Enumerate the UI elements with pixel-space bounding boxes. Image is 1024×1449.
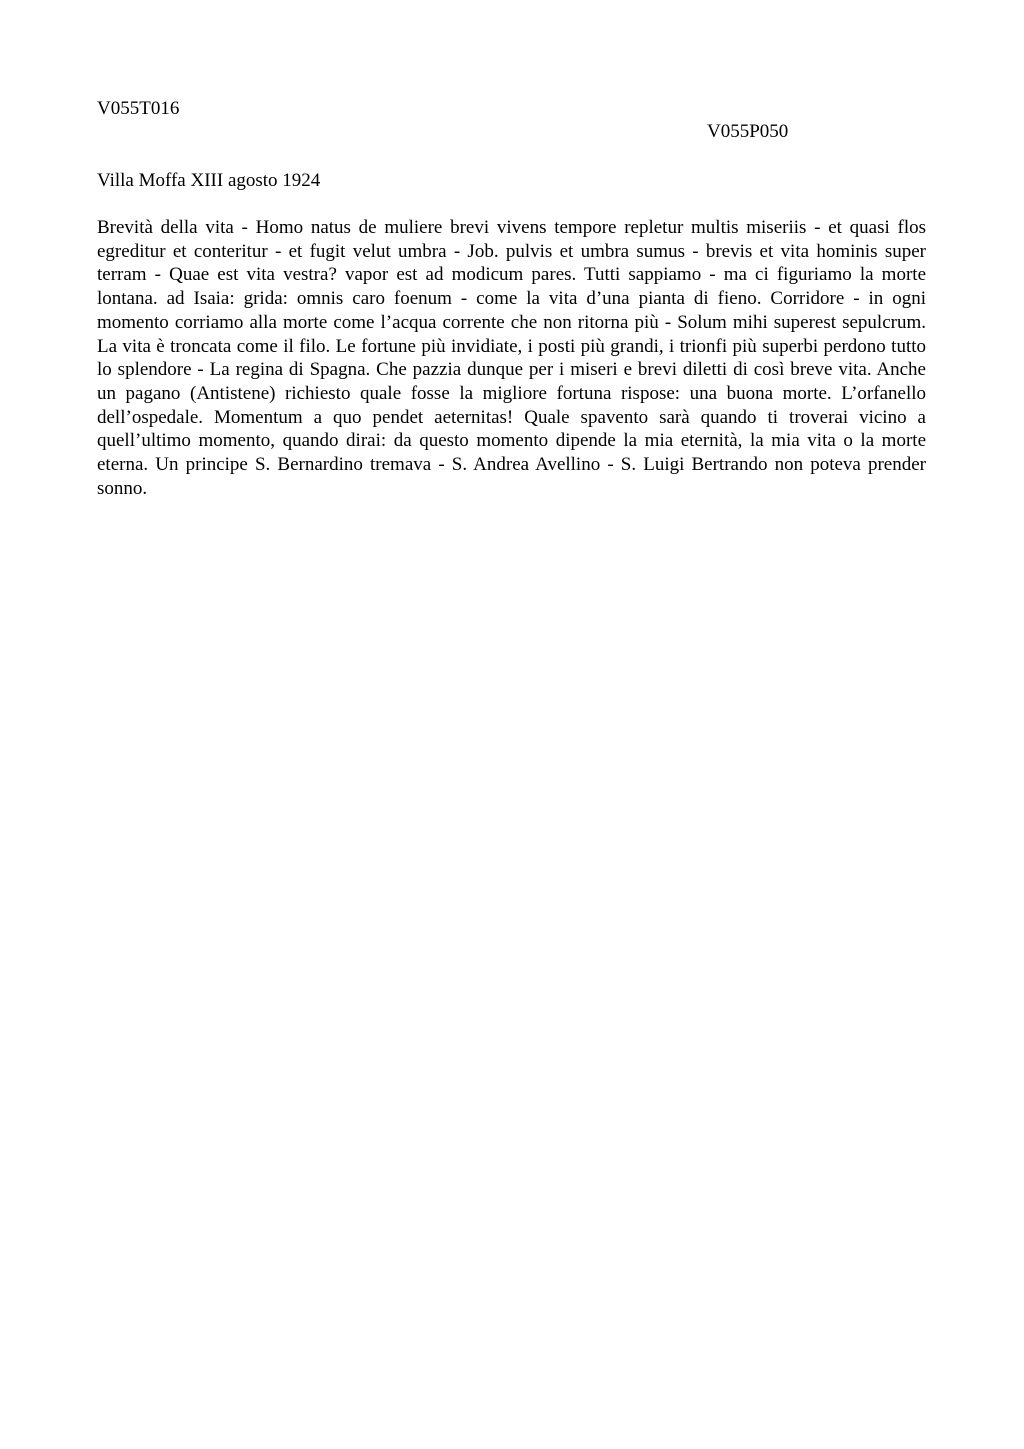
body-paragraph: Brevità della vita - Homo natus de muliere brevi vivens tempore repletur multis miseriis - et quasi flos egreditur et conteritur - et fugit velut umbra - Job. pulvis et umbra sumus - brevis et vita hominis super terram - Quae est vita vestra? vapor est ad modicum pares. Tutti sappiamo - ma ci figuriamo la morte lontana. ad Isaia: grida: omnis caro foenum - come la vita d’una pianta di fieno. Corridore - in ogni momento corriamo alla morte come l’acqua corrente che non ritorna più - Solum mihi superest sepulcrum. La vita è troncata come il filo. Le fortune più invidiate, i posti più grandi, i trionfi più superbi perdono tutto lo splendore - La regina di Spagna. Che pazzia dunque per i miseri e brevi diletti di così breve vita. Anche un pagano (Antistene) richiesto quale fosse la migliore fortuna rispose: una buona morte. L’orfanello dell’ospedale. Momentum a quo pendet aeternitas! Quale spavento sarà quando ti troverai vicino a quell’ultimo momento, quando dirai: da questo momento dipende la mia eternità, la mia vita o la morte eterna. Un principe S. Bernardino tremava - S. Andrea Avellino - S. Luigi Bertrando non poteva prender sonno. <box>97 217 926 499</box>
place-date: Villa Moffa XIII agosto 1924 <box>97 170 321 191</box>
page-id: V055P050 <box>707 121 789 142</box>
document-id: V055T016 <box>97 98 180 119</box>
